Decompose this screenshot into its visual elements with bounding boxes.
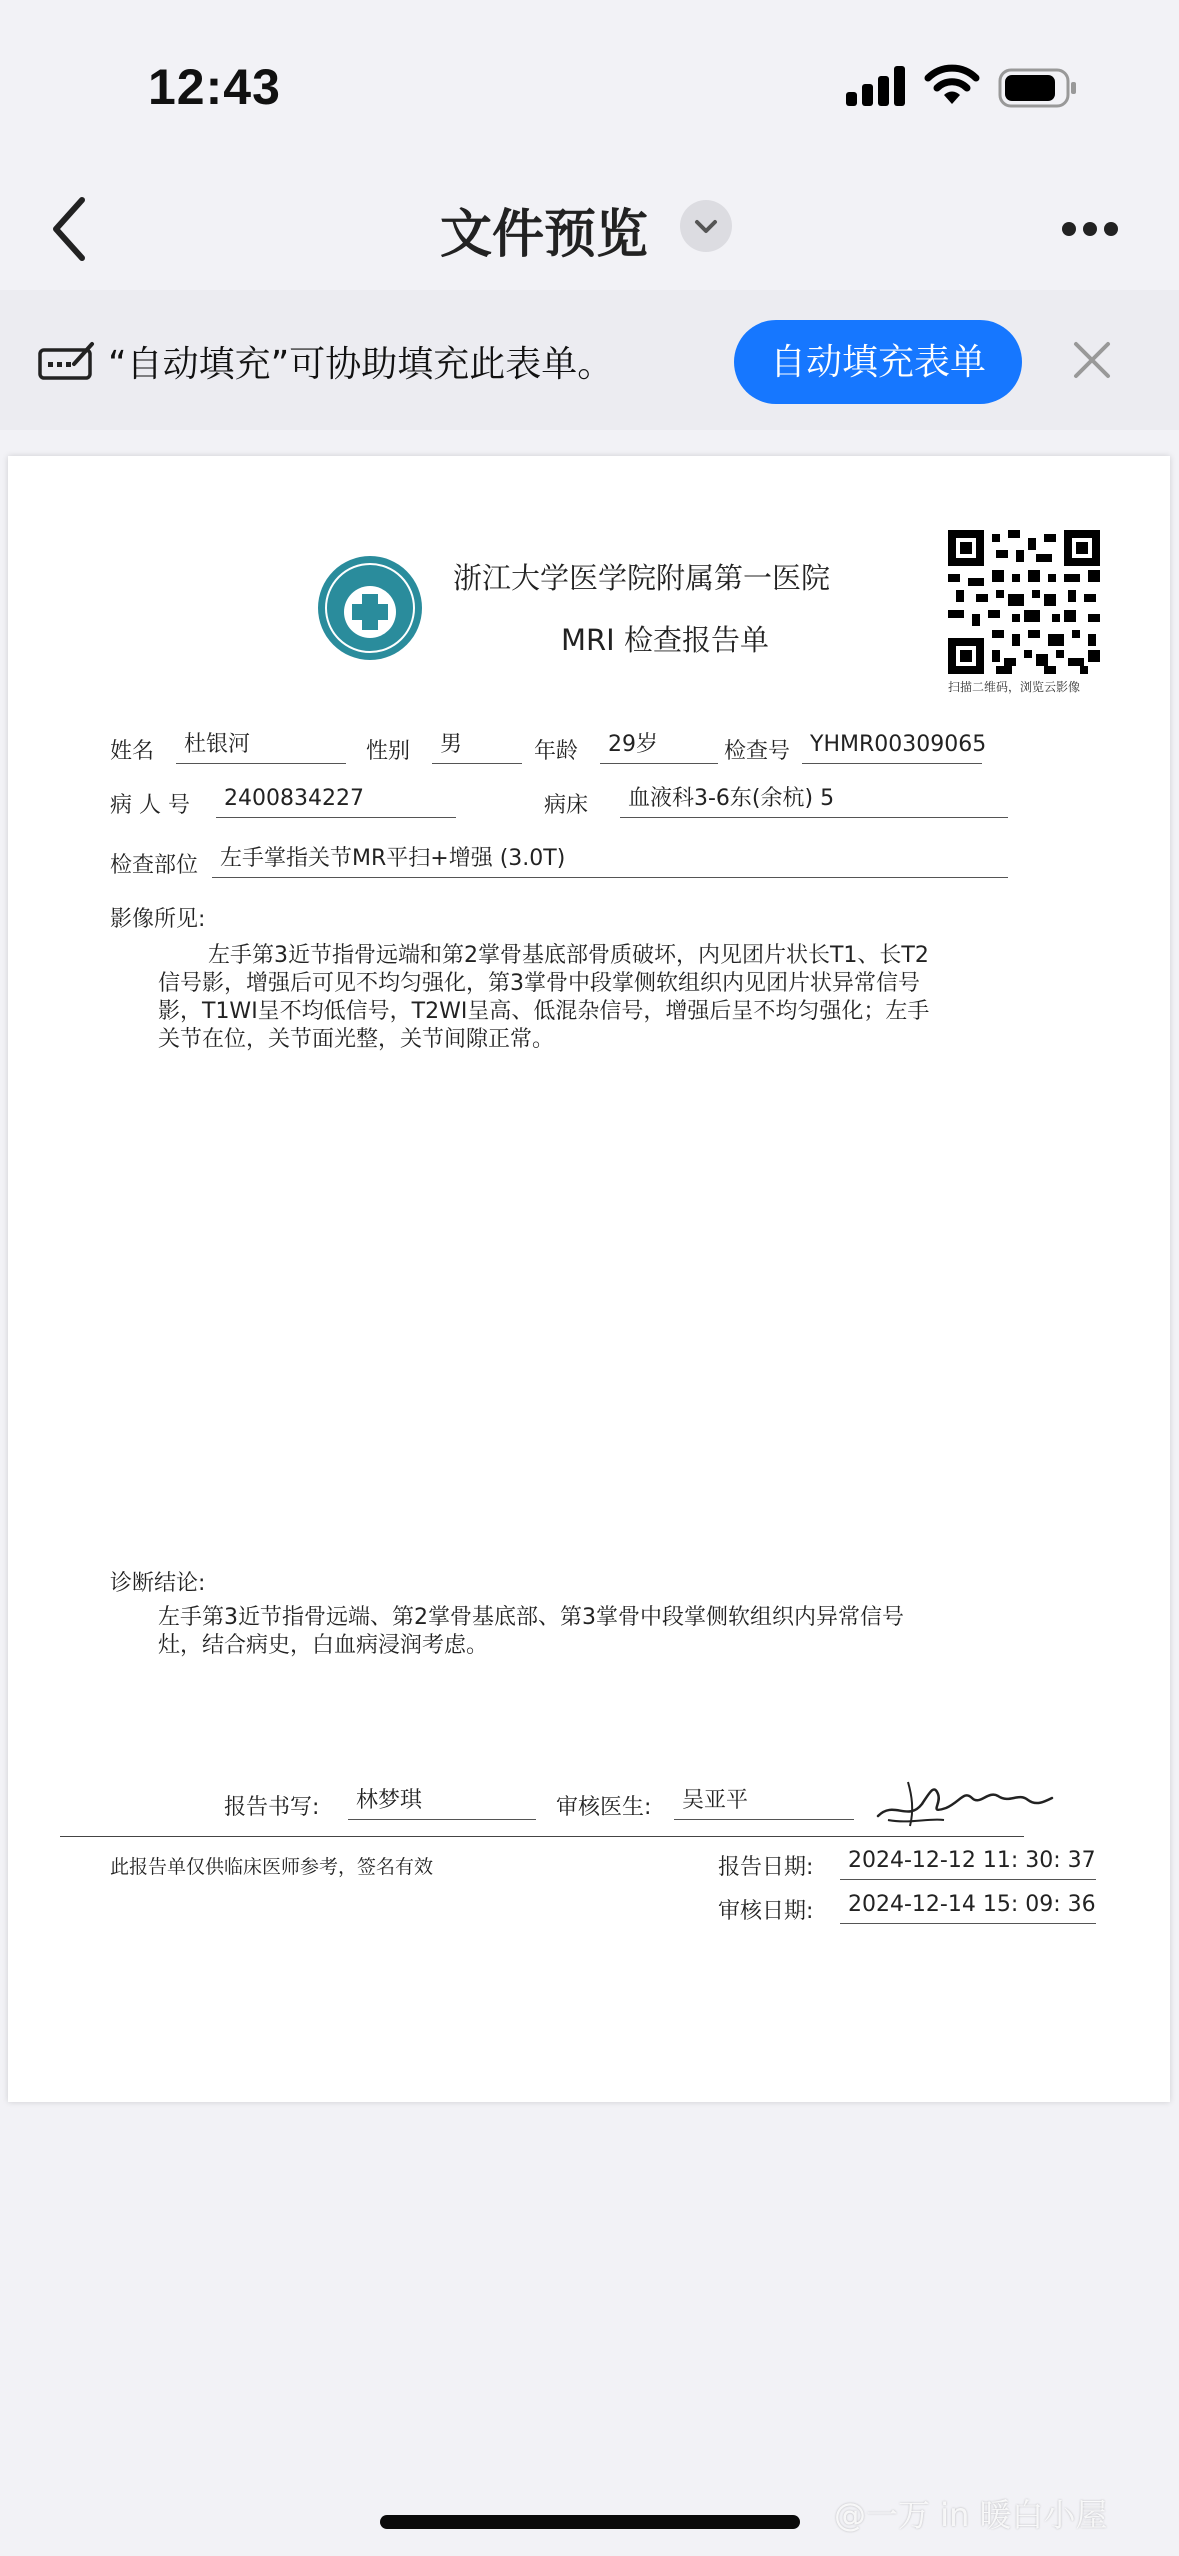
report-date-label: 报告日期: [718,1855,814,1880]
qr-code-icon [948,530,1100,674]
cellular-signal-icon [846,66,906,106]
title-dropdown-button[interactable] [680,200,732,252]
form-edit-icon [38,340,96,382]
navigation-bar [0,170,1179,290]
writer-value: 林梦琪 [348,1786,536,1820]
reviewer-value: 吴亚平 [674,1786,854,1820]
review-date-value: 2024-12-14 15: 09: 36 [840,1890,1096,1924]
exam-part-label: 检查部位 [110,853,199,878]
exam-no-label: 检查号 [724,739,791,764]
wifi-icon [924,62,980,106]
autofill-form-button[interactable]: 自动填充表单 [734,320,1022,404]
patient-no-value: 2400834227 [216,784,456,818]
review-date-label: 审核日期: [718,1899,814,1924]
report-title: MRI 检查报告单 [561,623,769,657]
name-value: 杜银河 [176,730,346,764]
exam-no-value: YHMR00309065 [802,730,982,764]
findings-line: 左手第3近节指骨远端和第2掌骨基底部骨质破坏，内见团片状长T1、长T2 [208,943,929,968]
battery-icon [998,68,1078,108]
age-value: 29岁 [600,730,718,764]
exam-part-value: 左手掌指关节MR平扫+增强 (3.0T) [212,844,1008,878]
age-label: 年龄 [534,739,579,764]
reviewer-label: 审核医生: [556,1795,652,1820]
findings-line: 影，T1WI呈不均低信号，T2WI呈高、低混杂信号，增强后呈不均匀强化；左手 [158,999,930,1024]
patient-no-label: 病 人 号 [110,793,190,818]
name-label: 姓名 [110,739,155,764]
findings-line: 信号影，增强后可见不均匀强化，第3掌骨中段掌侧软组织内见团片状异常信号 [158,971,920,996]
autofill-banner [0,290,1179,430]
conclusion-text [158,1604,1058,1660]
autofill-banner-text: “自动填充”可协助填充此表单。 [108,344,614,385]
back-chevron-icon[interactable] [44,194,94,264]
handwritten-signature-icon [868,1770,1058,1834]
writer-label: 报告书写: [224,1795,320,1820]
sex-label: 性别 [366,739,411,764]
divider-line [60,1836,1024,1837]
findings-title: 影像所见: [110,907,206,932]
report-date-value: 2024-12-12 11: 30: 37 [840,1846,1096,1880]
findings-line: 关节在位，关节面光整，关节间隙正常。 [158,1027,555,1052]
conclusion-title: 诊断结论: [110,1571,206,1596]
conclusion-line: 灶，结合病史，白血病浸润考虑。 [158,1633,489,1658]
status-bar [0,0,1179,170]
findings-text [158,942,1058,1054]
qr-caption: 扫描二维码，浏览云影像 [948,680,1081,694]
bed-label: 病床 [544,793,589,818]
page-title: 文件预览 [440,205,649,265]
status-time: 12:43 [148,59,281,115]
disclaimer-text: 此报告单仅供临床医师参考，签名有效 [110,1856,434,1878]
sex-value: 男 [432,730,522,764]
close-icon[interactable] [1070,338,1114,382]
chevron-down-icon [680,200,732,252]
home-indicator[interactable] [380,2515,800,2529]
document-page[interactable] [8,456,1170,2102]
more-options-icon[interactable] [1060,218,1120,238]
bed-value: 血液科3-6东(余杭) 5 [620,784,1008,818]
watermark-text: @一万 in 暖白小屋 [834,2496,1108,2534]
conclusion-line: 左手第3近节指骨远端、第2掌骨基底部、第3掌骨中段掌侧软组织内异常信号 [158,1605,904,1630]
hospital-name: 浙江大学医学院附属第一医院 [453,561,831,595]
hospital-logo-icon [314,552,426,664]
